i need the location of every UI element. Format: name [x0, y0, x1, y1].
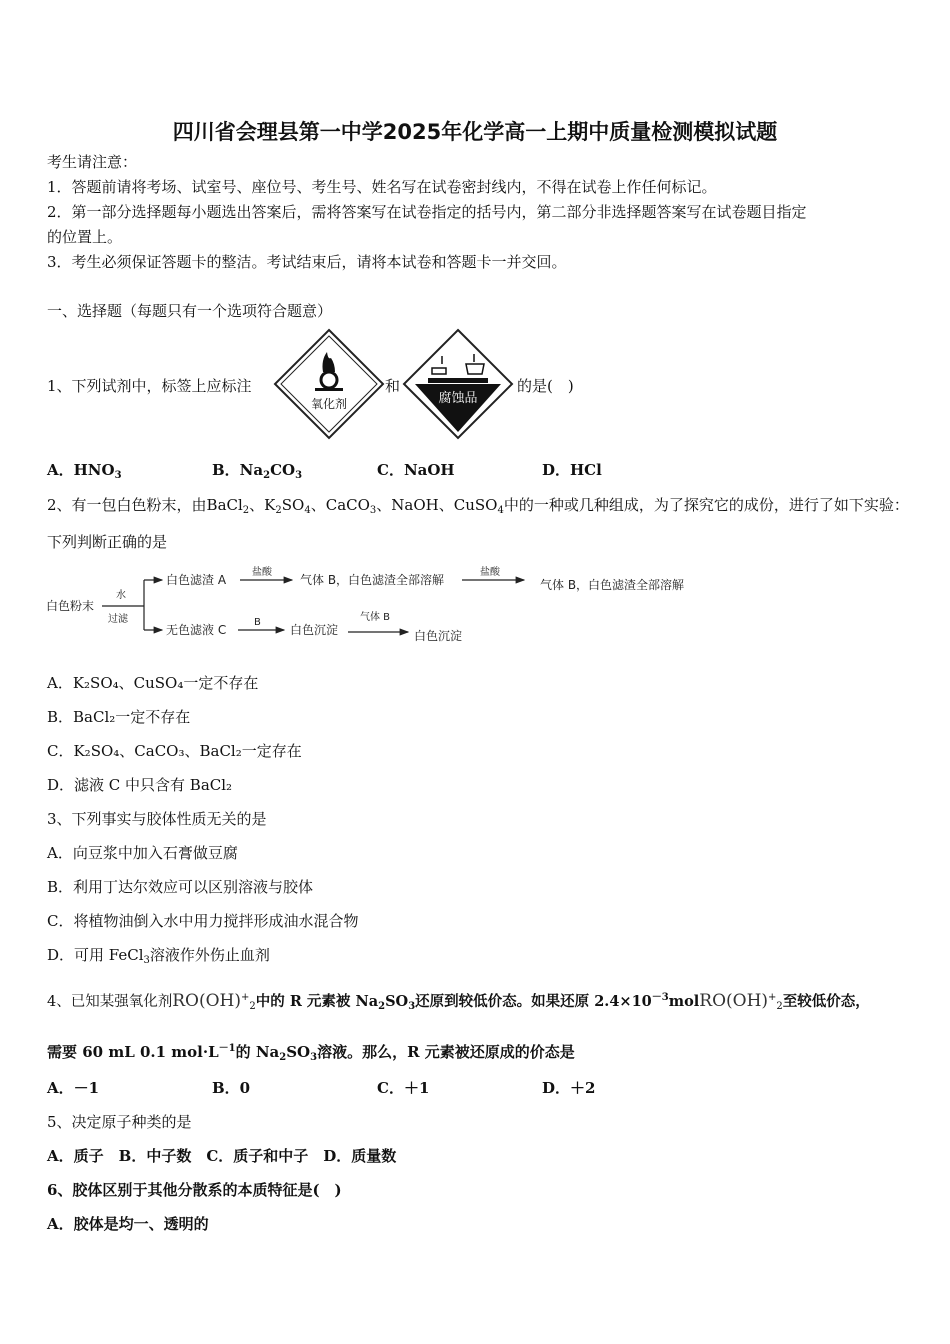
q5-options: A．质子 B．中子数 C．质子和中子 D．质量数: [47, 1147, 397, 1165]
notice-header: 考生请注意：: [47, 153, 138, 171]
q4-formula-1: RO(OH): [172, 991, 241, 1011]
q3-option-d: D．可用 FeCl$_3$溶液作外伤止血剂: [47, 946, 270, 966]
q4-option-d: D．＋2: [542, 1079, 596, 1097]
notice-item-3: 3．考生必须保证答题卡的整洁。考试结束后，请将本试卷和答题卡一并交回。: [47, 253, 567, 271]
q4-option-b: B．0: [212, 1079, 251, 1097]
flow-start: 白色粉末: [46, 599, 95, 613]
q1-option-b: B．$Na_2CO_3$: [212, 461, 303, 481]
corrosive-label-icon: [402, 328, 514, 440]
flow-water: 水: [116, 590, 126, 601]
flow-gas-b-2: 气体 B，白色滤渣全部溶解: [540, 578, 685, 592]
flow-b: B: [254, 617, 261, 628]
flow-filtrate-c: 无色滤液 C: [166, 623, 227, 637]
q5-stem: 5、决定原子种类的是: [47, 1113, 192, 1131]
q3-option-a: A．向豆浆中加入石膏做豆腐: [47, 844, 238, 862]
q6-option-a: A．胶体是均一、透明的: [47, 1215, 209, 1233]
flow-precipitate-2: 白色沉淀: [414, 629, 463, 643]
q4-option-a: A．－1: [47, 1079, 100, 1097]
q3-option-b: B．利用丁达尔效应可以区别溶液与胶体: [47, 878, 314, 896]
flow-precipitate-1: 白色沉淀: [290, 623, 339, 637]
flow-gas-b: 气体 B: [360, 612, 391, 623]
q2-stem: 2、有一包白色粉末，由BaCl$_2$、$K_2SO_4$、CaCO$_3$、NaOH、CuSO$_4$中的一种或几种组成，为了探究它的成份，进行了如下实验：: [47, 496, 909, 516]
q2-stem-2: 下列判断正确的是: [47, 533, 168, 551]
flow-hcl-1: 盐酸: [252, 567, 272, 578]
q3-stem: 3、下列事实与胶体性质无关的是: [47, 810, 267, 828]
q4-formula-2: RO(OH): [699, 991, 769, 1011]
q1-option-d: D．HCl: [542, 461, 602, 479]
q1-and: 和: [385, 377, 401, 395]
q2-option-b: B．BaCl₂一定不存在: [47, 708, 191, 726]
q6-stem: 6、胶体区别于其他分散系的本质特征是( ): [47, 1181, 342, 1199]
notice-item-1: 1．答题前请将考场、试室号、座位号、考生号、姓名写在试卷密封线内，不得在试卷上作任何标记。: [47, 178, 717, 196]
q3-option-c: C．将植物油倒入水中用力搅拌形成油水混合物: [47, 912, 359, 930]
q2-option-a: A．K₂SO₄、CuSO₄一定不存在: [47, 674, 259, 692]
q1-option-a: A．$HNO_3$: [47, 461, 122, 481]
flow-residue-a: 白色滤渣 A: [166, 573, 227, 587]
experiment-flowchart: [44, 564, 724, 648]
q4-stem-2: 需要 60 mL 0.1 $mol\cdot L^{-1}$的 $Na_2SO_3$溶液。那么，R 元素被还原成的价态是: [47, 1043, 575, 1063]
flow-hcl-2: 盐酸: [480, 567, 500, 578]
q2-option-c: C．K₂SO₄、CaCO₃、BaCl₂一定存在: [47, 742, 302, 760]
corrosive-label-text: 腐蚀品: [438, 391, 478, 406]
oxidizer-label-icon: [273, 328, 385, 440]
notice-item-2-cont: 的位置上。: [47, 228, 123, 246]
q2-option-d: D．滤液 C 中只含有 BaCl₂: [47, 776, 233, 794]
oxidizer-label-text: 氧化剂: [310, 397, 348, 411]
section-heading: 一、选择题（每题只有一个选项符合题意）: [47, 302, 333, 320]
notice-item-2: 2．第一部分选择题每小题选出答案后，需将答案写在试卷指定的括号内，第二部分非选择题答案写在试卷题目指定: [47, 203, 807, 221]
q1-option-c: C．NaOH: [377, 461, 455, 479]
page-title: 四川省会理县第一中学2025年化学高一上期中质量检测模拟试题: [172, 120, 778, 144]
q4-stem: 4、已知某强氧化剂$RO(OH)^+_2$中的 R 元素被 $Na_2SO_3$还原到较低价态。如果还原 $2.4\times 10^{-3}molRO(OH)^+_2$至较低价态，: [47, 991, 870, 1012]
q1-suffix: 的是( ): [517, 377, 574, 395]
flow-filter: 过滤: [108, 614, 128, 625]
flow-gas-b-1: 气体 B，白色滤渣全部溶解: [300, 573, 445, 587]
q4-option-c: C．＋1: [377, 1079, 430, 1097]
q1-stem: 1、下列试剂中，标签上应标注: [47, 377, 252, 395]
